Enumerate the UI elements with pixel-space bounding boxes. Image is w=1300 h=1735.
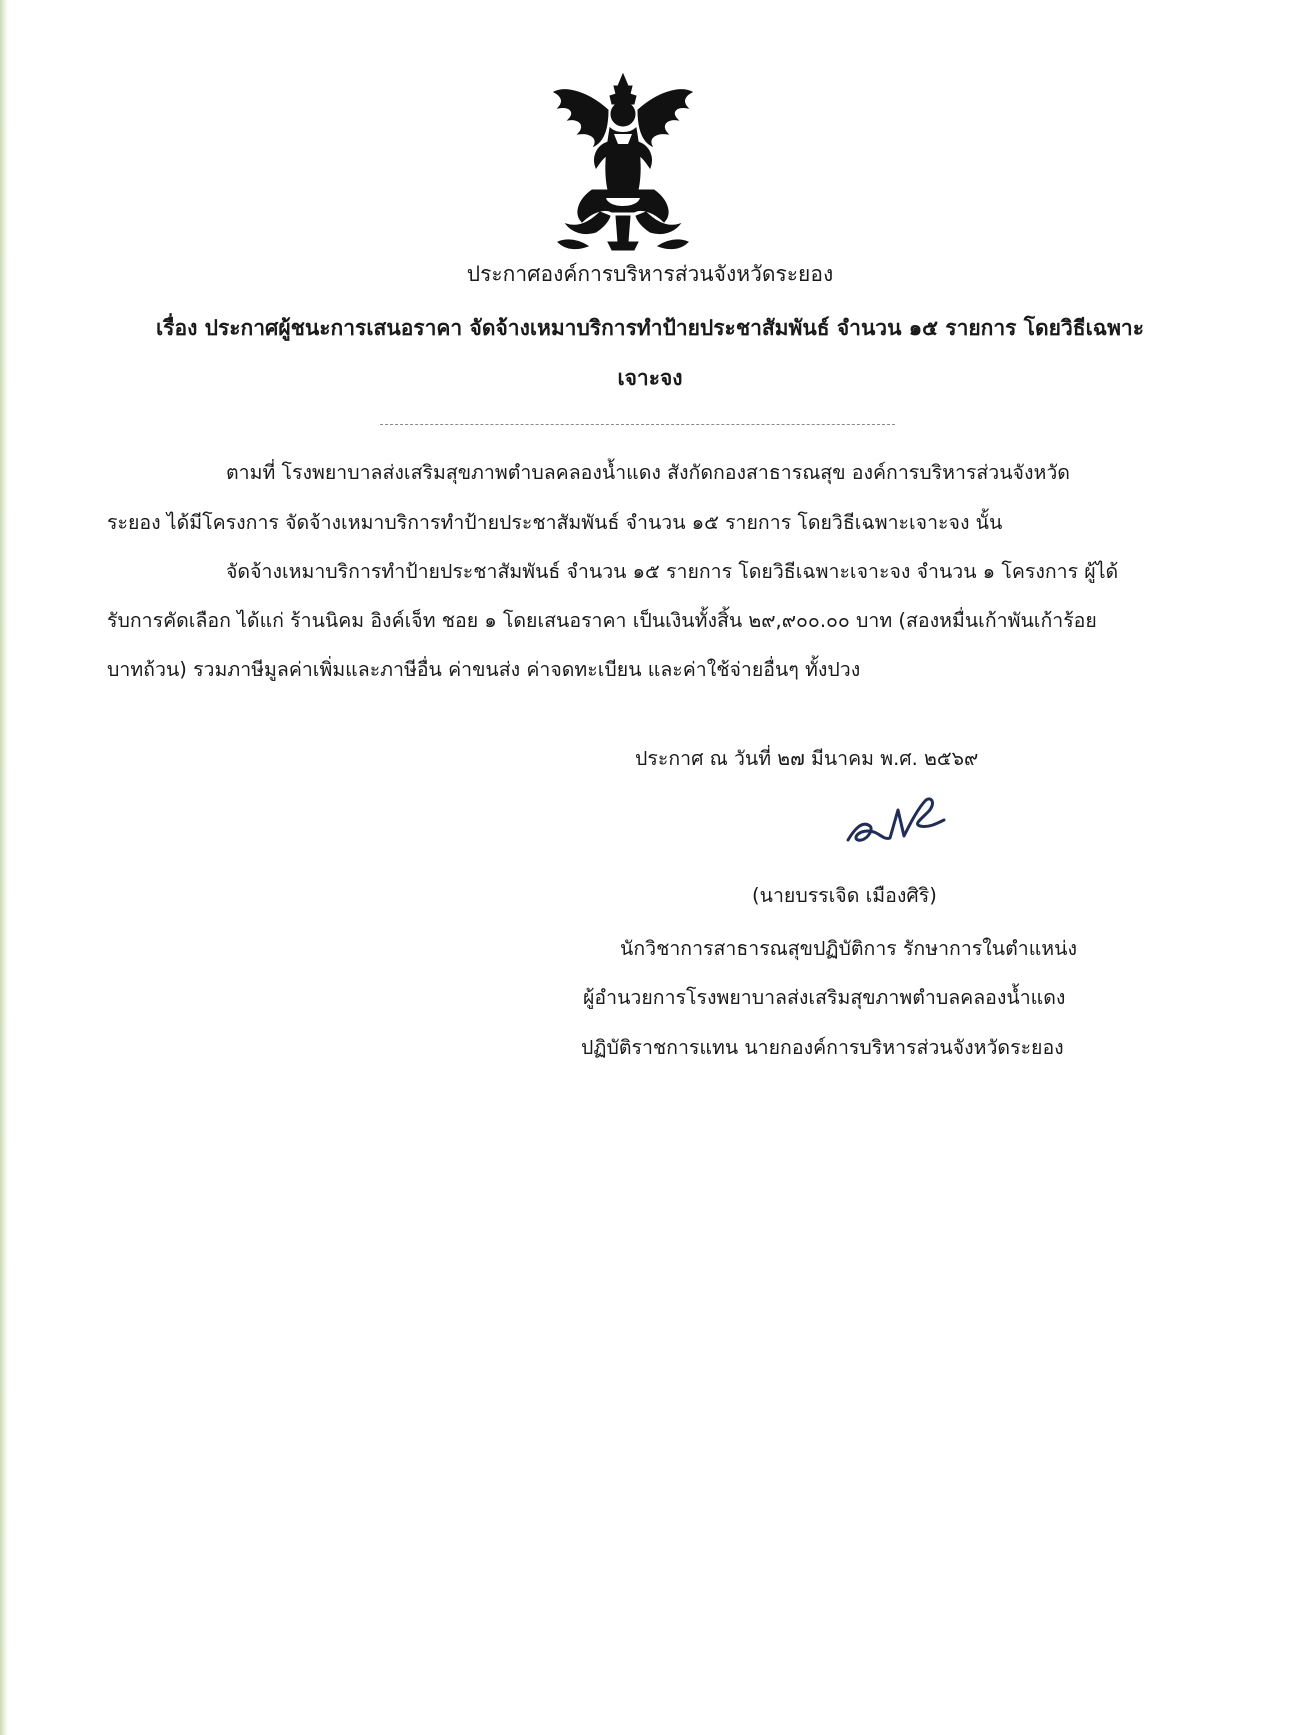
subject-line: เรื่อง ประกาศผู้ชนะการเสนอราคา จัดจ้างเหมาบริการทำป้ายประชาสัมพันธ์ จำนวน ๑๕ รายการ โดยวิธีเฉพาะ: [156, 316, 1144, 340]
paragraph-2-line-2: รับการคัดเลือก ได้แก่ ร้านนิคม อิงค์เจ็ท ชอย ๑ โดยเสนอราคา เป็นเงินทั้งสิ้น ๒๙,๙๐๐.๐๐ บาท (สองหมื่นเก้าพันเก้าร้อย: [107, 609, 1097, 632]
signer-position-line-1: นักวิชาการสาธารณสุขปฏิบัติการ รักษาการในตำแหน่ง: [620, 937, 1077, 960]
paragraph-1-line-2: ระยอง ได้มีโครงการ จัดจ้างเหมาบริการทำป้ายประชาสัมพันธ์ จำนวน ๑๕ รายการ โดยวิธีเฉพาะเจาะจง นั้น: [107, 511, 1003, 534]
paragraph-1-line-1: ตามที่ โรงพยาบาลส่งเสริมสุขภาพตำบลคลองน้ำแดง สังกัดกองสาธารณสุข องค์การบริหารส่วนจังหวัด: [226, 461, 1070, 484]
signer-position-line-3: ปฏิบัติราชการแทน นายกองค์การบริหารส่วนจังหวัดระยอง: [581, 1036, 1064, 1059]
paragraph-2-line-3: บาทถ้วน) รวมภาษีมูลค่าเพิ่มและภาษีอื่น ค่าขนส่ง ค่าจดทะเบียน และค่าใช้จ่ายอื่นๆ ทั้งปวง: [107, 658, 861, 681]
subject-line-continued: เจาะจง: [617, 366, 683, 390]
document-title: ประกาศองค์การบริหารส่วนจังหวัดระยอง: [466, 262, 834, 286]
dashed-divider: [380, 424, 895, 425]
garuda-emblem-icon: [548, 72, 698, 262]
handwritten-signature: [840, 790, 950, 850]
signer-position-line-2: ผู้อำนวยการโรงพยาบาลส่งเสริมสุขภาพตำบลคลองน้ำแดง: [583, 986, 1066, 1009]
signer-name: (นายบรรเจิด เมืองศิริ): [752, 884, 937, 907]
announcement-date: ประกาศ ณ วันที่ ๒๗ มีนาคม พ.ศ. ๒๕๖๙: [635, 747, 979, 770]
paragraph-2-line-1: จัดจ้างเหมาบริการทำป้ายประชาสัมพันธ์ จำนวน ๑๕ รายการ โดยวิธีเฉพาะเจาะจง จำนวน ๑ โครงการ ผู้ได้: [226, 560, 1119, 583]
